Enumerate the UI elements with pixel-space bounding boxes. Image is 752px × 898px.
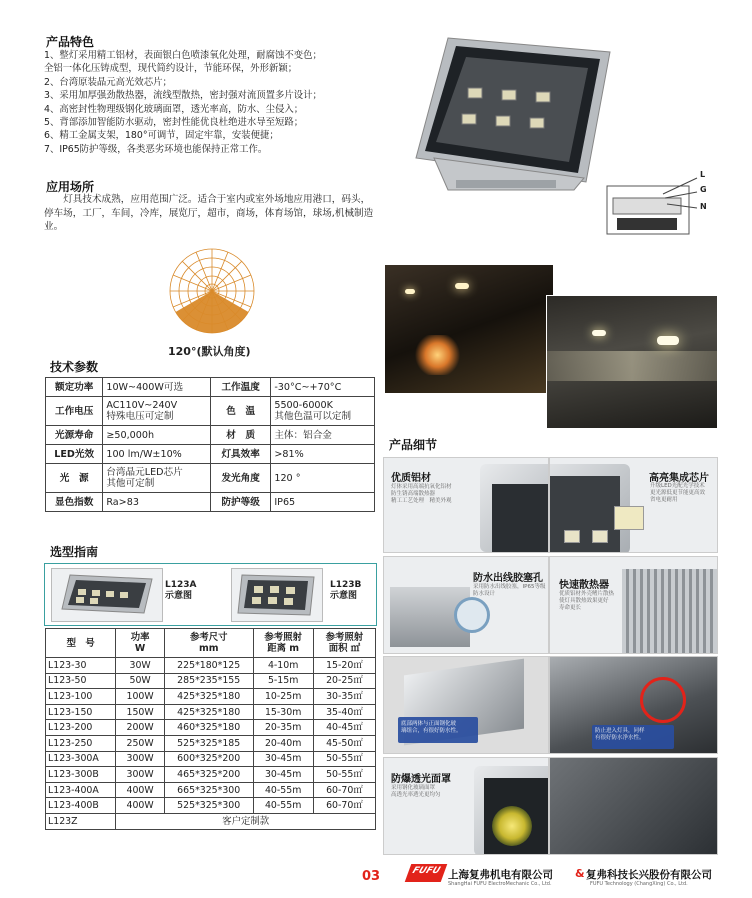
area-cell: 50-55㎡ [313,751,375,767]
custom-cell: 客户定制款 [116,813,376,829]
param-key: 工作电压 [46,397,103,426]
heatsink-fins [622,569,718,654]
table-row [46,767,376,783]
column-header: 型 号 [46,629,116,658]
area-cell: 60-70㎡ [313,798,375,814]
power-cell: 300W [116,767,165,783]
param-value: -30°C~+70°C [271,378,375,397]
page-number: 03 [362,869,381,884]
param-key: 发光角度 [210,464,270,493]
feature-line: 6、精工金属支架，180°可调节，固定牢靠，安装便捷； [44,130,279,142]
detail-text: 升级LED光配光学技术 更光源低更节能更高效 省电更耐用 [650,483,706,503]
area-cell: 35-40㎡ [313,704,375,720]
model-a-lamp [52,569,162,621]
size-cell: 665*325*300 [164,782,253,798]
param-value: 100 lm/W±10% [103,445,211,464]
application-text: 灯具技术成熟，应用范围广泛。适合于室内或室外场地应用港口，码头，停车场，工厂，车间，冷库，展览厅，超市，商场，体育场馆，球场,机械制造业。 [44,194,374,233]
tech-title: 技术参数 [50,360,99,374]
wiring-diagram [603,170,708,238]
wiring-sketch [603,170,708,238]
factory-photo-2 [546,295,718,429]
details-title: 产品细节 [389,438,438,452]
power-cell: 150W [116,704,165,720]
param-value: 120 ° [271,464,375,493]
table-row [46,720,376,736]
model-cell: L123-300A [46,751,116,767]
power-cell: 250W [116,735,165,751]
detail-text: 优质铝材外壳鳍片散热 使灯具散热效果更好 寿命更长 [559,591,615,611]
distance-cell: 40-55m [253,782,313,798]
param-value: AC110V~240V 特殊电压可定制 [103,397,211,426]
feature-line: 全铝一体化压铸成型，现代简约设计，节能环保，外形新颖； [44,63,298,75]
power-cell: 300W [116,751,165,767]
table-row [46,426,375,445]
area-cell: 40-45㎡ [313,720,375,736]
size-cell: 600*325*200 [164,751,253,767]
wire-n-label: N [700,202,707,211]
note-text: 防止进入灯具，同样 有很好防水净水性。 [595,728,645,741]
logo-mark-text: FUFU [410,866,442,876]
table-row [46,493,375,512]
distance-cell: 10-25m [253,689,313,705]
led-chip-large [614,506,644,530]
param-value: ≥50,000h [103,426,211,445]
feature-line: 4、高密封性物理级钢化玻璃面罩，透光率高，防水、尘侵入； [44,103,304,115]
model-cell: L123-50 [46,673,116,689]
table-row [46,751,376,767]
model-a-thumb [51,568,163,622]
model-b-label: L123B 示意图 [330,580,362,601]
feature-line: 2、台湾原装晶元高光效芯片； [44,76,172,88]
product-image [388,30,613,200]
distance-cell: 30-45m [253,751,313,767]
param-key: 色 温 [210,397,270,426]
table-row [46,397,375,426]
table-row [46,704,376,720]
model-a-label: L123A 示意图 [165,580,197,601]
detail-aluminum [383,457,549,553]
highlight-circle [640,677,686,723]
detail-waterproof [383,556,549,654]
model-b-thumb [231,568,323,622]
detail-title: 防水出线胶塞孔 [473,573,543,584]
platform [547,351,717,381]
table-row [46,673,376,689]
beam-angle-diagram [168,245,256,339]
table-row [46,735,376,751]
detail-cover [383,757,549,855]
lamp-glass [492,484,549,553]
param-key: 额定功率 [46,378,103,397]
light-glow [657,336,679,345]
company-amp: & [575,867,585,880]
company-name-1: 上海复弗机电有限公司 [448,869,553,881]
param-value: IP65 [271,493,375,512]
lamp-side [550,758,717,854]
power-cell: 400W [116,782,165,798]
table-row [46,378,375,397]
size-cell: 525*325*300 [164,798,253,814]
detail-text: 采用钢化玻璃面罩 高透光率透光更均匀 [391,785,441,798]
size-cell: 460*325*180 [164,720,253,736]
light-glow [405,289,415,294]
factory-photo-1 [385,265,553,393]
distance-cell: 20-35m [253,720,313,736]
detail-title: 防爆透光面罩 [391,774,451,785]
detail-photo [549,757,718,855]
features-list [44,49,322,156]
distance-cell: 40-55m [253,798,313,814]
table-row [46,813,376,829]
param-key: 灯具效率 [210,445,270,464]
area-cell: 20-25㎡ [313,673,375,689]
tech-table [45,377,375,512]
detail-text: 灯体采用高端抗氧化铝材 防生锈高端散热器 精工工艺处理 精美外观 [391,484,452,504]
distance-cell: 20-40m [253,735,313,751]
param-value: 10W~400W可选 [103,378,211,397]
table-row [46,464,375,493]
power-cell: 100W [116,689,165,705]
model-cell: L123-200 [46,720,116,736]
param-key: 工作温度 [210,378,270,397]
param-value: >81% [271,445,375,464]
size-cell: 425*325*180 [164,704,253,720]
note-box [592,725,674,749]
param-value: Ra>83 [103,493,211,512]
beam-angle-svg [168,245,256,339]
param-key: 光 源 [46,464,103,493]
area-cell: 45-50㎡ [313,735,375,751]
beam-sector [176,291,249,333]
detail-cable [549,656,718,754]
led-chip [564,530,580,543]
impact-ripple [492,806,532,846]
distance-cell: 15-30m [253,704,313,720]
feature-line: 5、背部添加智能防水驱动，密封性能优良杜绝进水导至短路； [44,117,304,129]
size-cell: 285*235*155 [164,673,253,689]
detail-title: 快速散热器 [559,580,609,591]
detail-title: 优质铝材 [391,473,431,484]
table-row [46,689,376,705]
size-cell: 525*325*185 [164,735,253,751]
angle-caption: 120°(默认角度) [168,345,251,358]
company-en-1: ShangHai FUFU ElectroMechanic Co., Ltd. [448,881,552,887]
power-cell: 400W [116,798,165,814]
light-glow [592,330,606,336]
selection-title: 选型指南 [50,545,99,559]
note-text: 底部两体与正面钢化玻 璃组合，有很好防水性。 [401,721,462,734]
power-cell: 200W [116,720,165,736]
size-cell: 465*325*200 [164,767,253,783]
param-key: 显色指数 [46,493,103,512]
distance-cell: 30-45m [253,767,313,783]
area-cell: 30-35㎡ [313,689,375,705]
model-cell: L123Z [46,813,116,829]
param-value: 主体：铝合金 [271,426,375,445]
power-cell: 30W [116,658,165,674]
detail-bottom-seal [383,656,549,754]
distance-cell: 4-10m [253,658,313,674]
lamp-glass [549,476,620,553]
model-cell: L123-400A [46,782,116,798]
param-key: 光源寿命 [46,426,103,445]
model-cell: L123-30 [46,658,116,674]
size-cell: 425*325*180 [164,689,253,705]
power-cell: 50W [116,673,165,689]
company-name-2: 复弗科技长兴股份有限公司 [586,869,712,881]
model-cell: L123-100 [46,689,116,705]
param-value: 5500-6000K 其他色温可以定制 [271,397,375,426]
note-box [398,717,478,743]
model-cell: L123-400B [46,798,116,814]
table-row [46,782,376,798]
model-cell: L123-150 [46,704,116,720]
param-key: LED光效 [46,445,103,464]
area-cell: 15-20㎡ [313,658,375,674]
area-cell: 50-55㎡ [313,767,375,783]
table-row [46,445,375,464]
cable-gland-icon [454,597,490,633]
company-en-2: FUFU Technology (ChangXing) Co., Ltd. [590,881,688,887]
feature-line: 3、采用加厚强劲散热器，流线型散热，密封强对流顶置多片设计； [44,90,322,102]
table-row [46,798,376,814]
application-title: 应用场所 [46,180,95,194]
column-header: 参考尺寸 mm [164,629,253,658]
floodlight-illustration [388,30,613,200]
model-b-lamp [232,569,322,621]
table-header-row [46,629,376,658]
column-header: 功率 W [116,629,165,658]
detail-title: 高亮集成芯片 [649,473,709,484]
detail-chips [549,457,718,553]
feature-line: 1、整灯采用精工铝材，表面银白色喷漆氧化处理，耐腐蚀不变色； [44,50,322,61]
light-glow [455,283,469,289]
param-key: 防护等级 [210,493,270,512]
param-key: 材 质 [210,426,270,445]
selection-thumbs [44,563,377,626]
furnace-glow [415,335,460,375]
model-cell: L123-250 [46,735,116,751]
area-cell: 60-70㎡ [313,782,375,798]
column-header: 参考照射 距离 m [253,629,313,658]
size-cell: 225*180*125 [164,658,253,674]
param-value: 台湾晶元LED芯片 其他可定制 [103,464,211,493]
feature-line: 7、IP65防护等级，各类恶劣环境也能保持正常工作。 [44,143,268,155]
model-cell: L123-300B [46,767,116,783]
table-row [46,658,376,674]
features-title: 产品特色 [46,35,95,49]
selection-table [45,628,376,830]
column-header: 参考照射 面积 ㎡ [313,629,375,658]
detail-heatsink [549,556,718,654]
distance-cell: 5-15m [253,673,313,689]
wire-g-label: G [700,185,707,194]
led-chip [592,530,608,543]
detail-text: 采用防水出线胶塞，IP65等级 防水设计 [473,584,546,597]
wire-l-label: L [700,170,706,179]
fufu-logo [405,864,448,882]
